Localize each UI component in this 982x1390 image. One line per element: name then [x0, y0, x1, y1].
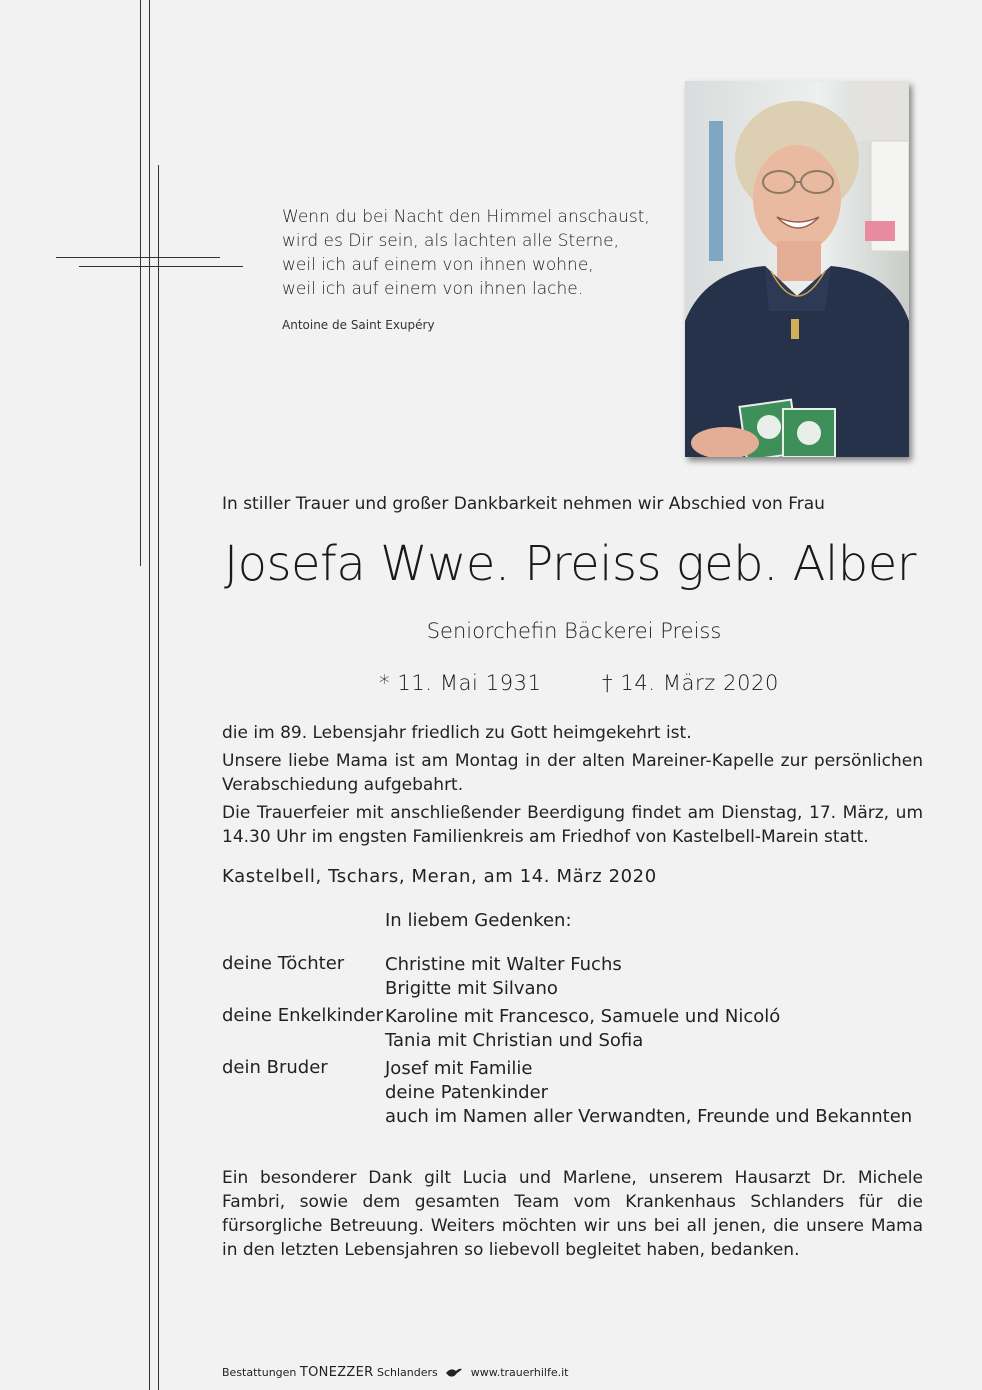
mourner-relation: dein Bruder — [222, 1057, 328, 1078]
poem-author: Antoine de Saint Exupéry — [282, 318, 435, 332]
paragraph: die im 89. Lebensjahr friedlich zu Gott heimgekehrt ist. — [222, 723, 692, 743]
mourner-relation: deine Enkelkinder — [222, 1005, 384, 1026]
footer-prefix: Bestattungen — [222, 1366, 297, 1379]
mourner-names — [385, 953, 622, 1001]
poem-line: weil ich auf einem von ihnen wohne, — [282, 255, 594, 275]
mourner-name: Brigitte mit Silvano — [385, 978, 558, 999]
mourner-name: Tania mit Christian und Sofia — [385, 1030, 644, 1051]
mourner-names — [385, 1005, 780, 1053]
deceased-name: Josefa Wwe. Preiss geb. Alber — [223, 536, 917, 592]
greeting: In liebem Gedenken: — [385, 910, 572, 931]
mourner-name: auch im Namen aller Verwandten, Freunde und Bekannten — [385, 1106, 913, 1127]
deceased-role: Seniorchefin Bäckerei Preiss — [426, 619, 722, 643]
left-border-line-2 — [149, 0, 150, 1390]
paragraph: Die Trauerfeier mit anschließender Beerdigung findet am Dienstag, 17. März, um 14.30 Uhr im engsten Familienkreis am Friedhof von Kastelbell-Marein statt. — [222, 803, 923, 847]
dove-icon — [445, 1366, 463, 1381]
poem-line: weil ich auf einem von ihnen lache. — [282, 279, 584, 299]
poem-line: Wenn du bei Nacht den Himmel anschaust, — [282, 207, 650, 227]
mourner-name: Christine mit Walter Fuchs — [385, 954, 622, 975]
footer-brand: TONEZZER — [299, 1365, 374, 1380]
intro-text: In stiller Trauer und großer Dankbarkeit nehmen wir Abschied von Frau — [222, 494, 825, 514]
mourner-name: Josef mit Familie — [385, 1058, 533, 1079]
left-border-line-1 — [140, 0, 141, 566]
paragraph: Unsere liebe Mama ist am Montag in der alten Mareiner-Kapelle zur persönlichen Verabschiedung aufgebahrt. — [222, 751, 923, 795]
mourner-relation: deine Töchter — [222, 953, 345, 974]
poem-line: wird es Dir sein, als lachten alle Sterne, — [282, 231, 619, 251]
thanks-paragraph: Ein besonderer Dank gilt Lucia und Marlene, unserem Hausarzt Dr. Michele Fambri, sowie dem gesamten Team vom Krankenhaus Schlanders für die fürsorgliche Betreuung. Weiters möchten wir uns bei all jenen, die unsere Mama in den letzten Lebensjahren so liebevoll begleitet haben, bedanken. — [222, 1168, 923, 1260]
footer-town: Schlanders — [376, 1366, 438, 1379]
portrait-photo — [685, 81, 909, 457]
footer — [222, 1365, 568, 1381]
poem — [282, 205, 650, 301]
place-date: Kastelbell, Tschars, Meran, am 14. März 2020 — [222, 866, 657, 887]
birth-date: * 11. Mai 1931 — [379, 671, 542, 695]
mourner-name: Karoline mit Francesco, Samuele und Nicoló — [385, 1006, 781, 1027]
mourner-names — [385, 1057, 912, 1129]
footer-url[interactable]: www.trauerhilfe.it — [470, 1366, 569, 1379]
mourner-name: deine Patenkinder — [385, 1082, 549, 1103]
death-date: † 14. März 2020 — [602, 671, 780, 695]
